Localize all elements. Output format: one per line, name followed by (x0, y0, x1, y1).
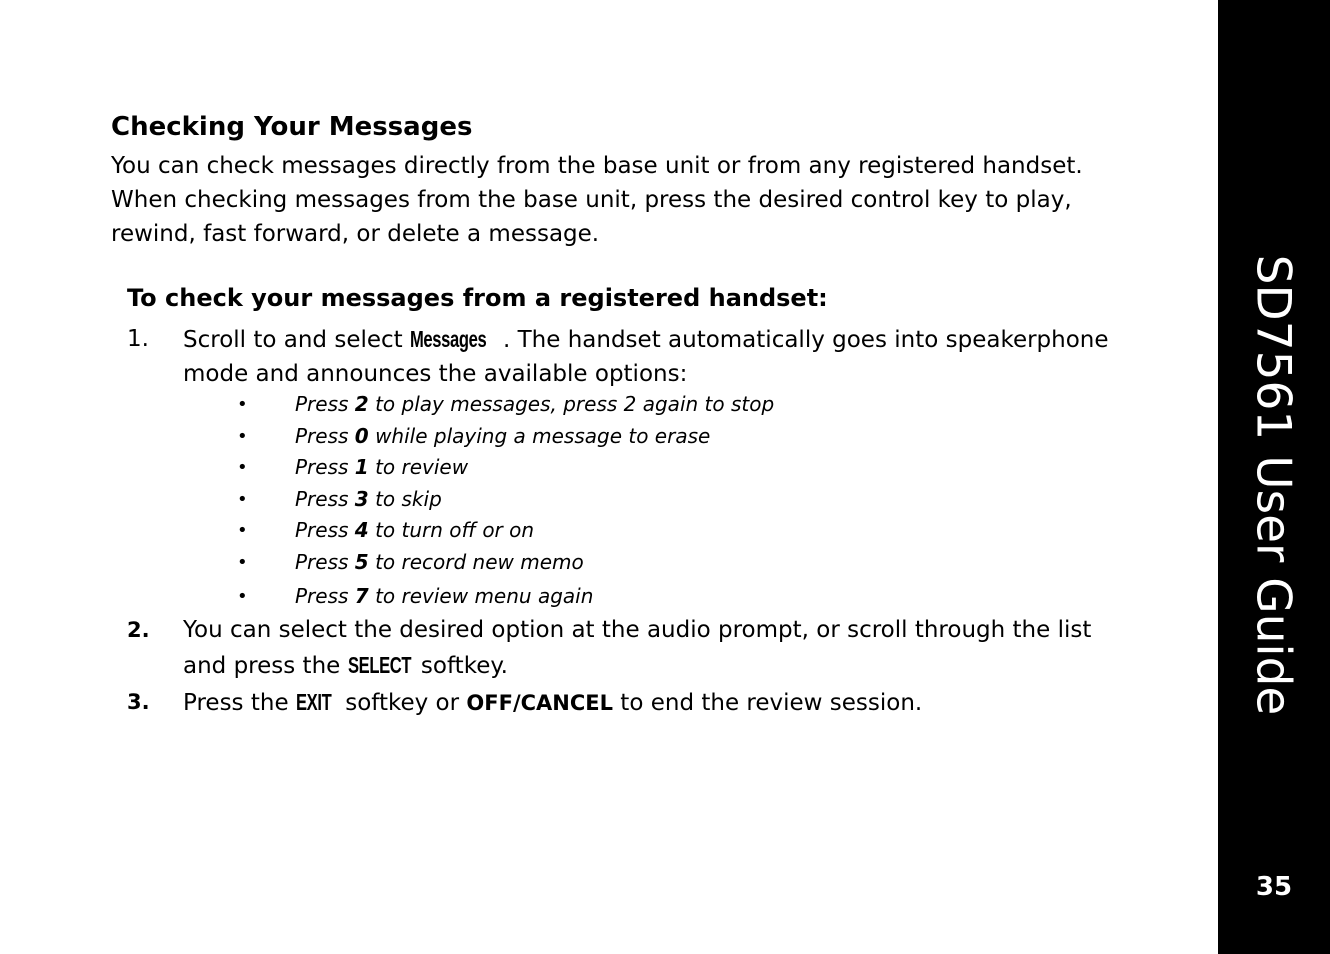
option-text (295, 547, 584, 578)
section-title: Checking Your Messages (111, 112, 473, 142)
option-prefix: Press (295, 584, 355, 608)
off-cancel-keyword: OFF/CANCEL (466, 691, 613, 715)
intro-paragraph: You can check messages directly from the base unit or from any registered handset. When checking messages from the base unit, press the desired control key to play, rewind, fast forward, or delete a message. (111, 153, 1083, 247)
option-suffix: while playing a message to erase (368, 423, 711, 448)
option-prefix: Press (295, 392, 355, 416)
option-text (295, 581, 593, 612)
bullet-icon: • (237, 457, 248, 478)
step-text (183, 613, 1123, 684)
page-number: 35 (1255, 872, 1293, 902)
option-prefix: Press (295, 486, 355, 511)
step-text (183, 322, 1123, 391)
select-keyword: SELECT (347, 652, 411, 678)
step-text-part: softkey. (413, 653, 508, 679)
option-text (295, 484, 442, 515)
option-text (295, 421, 710, 452)
select-keyword-wrap (348, 648, 414, 684)
option-prefix: Press (295, 423, 355, 448)
option-text (295, 452, 468, 483)
option-prefix: Press (295, 518, 355, 542)
option-prefix: Press (295, 549, 355, 574)
option-prefix: Press (295, 455, 355, 479)
option-key: 2 (354, 392, 369, 416)
bullet-icon: • (237, 488, 248, 510)
guide-title: SD7561 User Guide (1245, 254, 1301, 716)
bullet-icon: • (237, 394, 248, 415)
procedure-title: To check your messages from a registered handset: (127, 284, 828, 312)
messages-keyword-wrap (410, 322, 503, 357)
option-key: 7 (354, 584, 369, 608)
step-number: 1. (127, 326, 149, 352)
option-suffix: to play messages, press 2 again to stop (368, 392, 775, 416)
step-number: 2. (127, 618, 150, 642)
option-key: 1 (354, 455, 369, 479)
option-key: 0 (354, 423, 369, 448)
bullet-icon: • (237, 520, 248, 541)
option-suffix: to turn off or on (368, 518, 535, 542)
option-key: 4 (354, 518, 369, 542)
step-text-part: Press the (183, 690, 296, 716)
step-text (183, 685, 1123, 720)
step-number: 3. (127, 690, 150, 714)
exit-keyword: EXIT (295, 689, 332, 715)
step-text-part: softkey or (337, 690, 467, 716)
step-text-part: . The handset automatically goes into speakerphone mode and announces the available options: (183, 327, 1109, 387)
option-suffix: to record new memo (368, 549, 584, 574)
bullet-icon: • (237, 425, 248, 447)
option-suffix: to skip (368, 486, 442, 511)
step-text-part: Scroll to and select (183, 327, 410, 353)
option-text (295, 515, 534, 546)
option-key: 3 (354, 486, 369, 511)
messages-keyword: Messages (410, 326, 487, 352)
option-text (295, 389, 774, 420)
option-key: 5 (354, 549, 369, 574)
exit-keyword-wrap (296, 685, 338, 720)
step-text-part: You can select the desired option at the audio prompt, or scroll through the list and press the (183, 617, 1092, 679)
option-suffix: to review menu again (368, 584, 594, 608)
bullet-icon: • (237, 551, 248, 573)
step-text-part: to end the review session. (613, 690, 923, 716)
option-suffix: to review (368, 455, 469, 479)
bullet-icon: • (237, 586, 248, 607)
